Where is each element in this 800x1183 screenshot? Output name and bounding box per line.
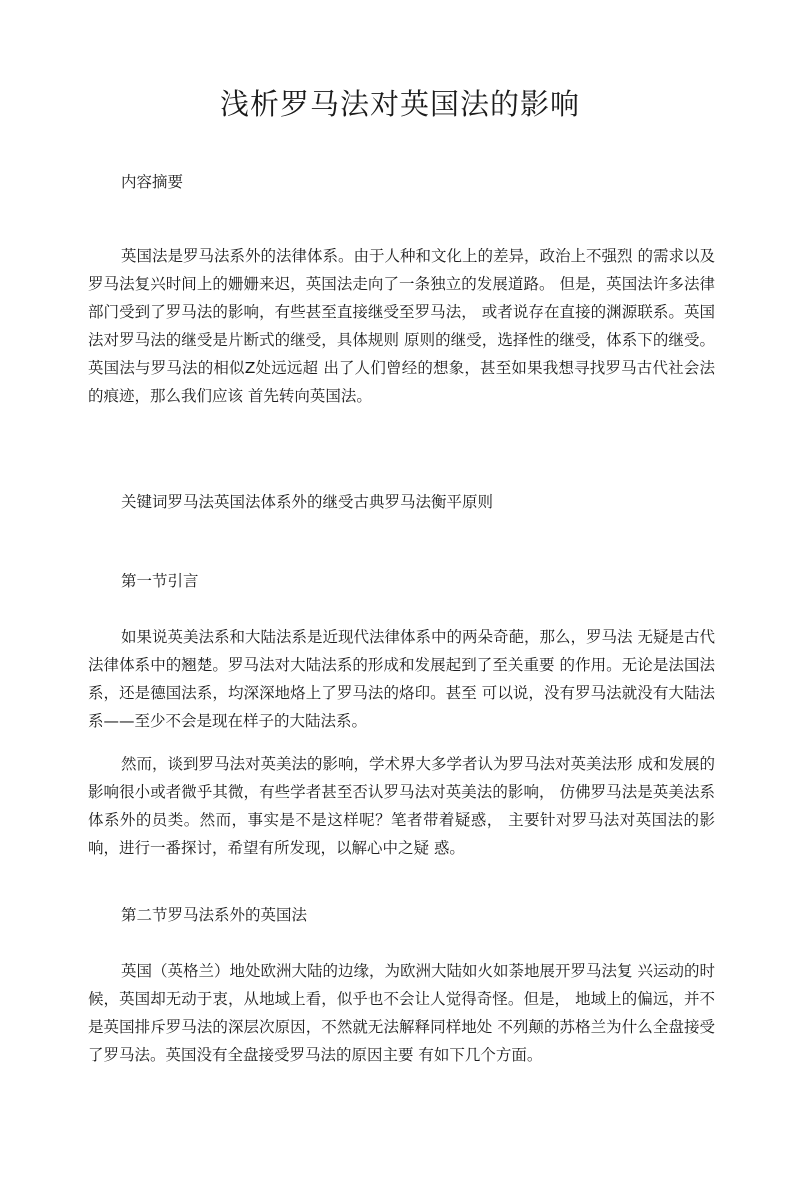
abstract-paragraph: 英国法是罗马法系外的法律体系。由于人种和文化上的差异，政治上不强烈 的需求以及罗马法复兴时间上的姗姗来迟，英国法走向了一条独立的发展道路。 但是，英国法许多法律部门受到了罗马法的影响，有些甚至直接继受至罗马法， 或者说存在直接的渊源联系。英国法对罗马法的继受是片断式的继受，具体规则 原则的继受，选择性的继受，体系下的继受。英国法与罗马法的相似Z处远远超 出了人们曾经的想象，甚至如果我想寻找罗马古代社会法的痕迹，那么我们应该 首先转向英国法。 — [88, 247, 715, 405]
abstract-label: 内容摘要 — [121, 173, 184, 191]
section-1-heading: 第一节引言 — [121, 572, 199, 590]
section-2-heading: 第二节罗马法系外的英国法 — [121, 906, 308, 924]
section-2-paragraph-1: 英国（英格兰）地处欧洲大陆的边缘，为欧洲大陆如火如荼地展开罗马法复 兴运动的时候，英国却无动于衷，从地域上看，似乎也不会让人觉得奇怪。但是， 地域上的偏远，并不是英国排斥罗马法的深层次原因，不然就无法解释同样地处 不列颠的苏格兰为什么全盘接受了罗马法。英国没有全盘接受罗马法的原因主要 有如下几个方面。 — [88, 962, 715, 1064]
document-title: 浅析罗马法对英国法的影响 — [219, 87, 580, 121]
section-1-paragraph-1: 如果说英美法系和大陆法系是近现代法律体系中的两朵奇葩，那么，罗马法 无疑是古代法律体系中的翘楚。罗马法对大陆法系的形成和发展起到了至关重要 的作用。无论是法国法系，还是德国法系，均深深地烙上了罗马法的烙印。甚至 可以说，没有罗马法就没有大陆法系——至少不会是现在样子的大陆法系。 — [88, 628, 715, 730]
keywords-line: 关键词罗马法英国法体系外的继受古典罗马法衡平原则 — [121, 493, 494, 511]
section-1-paragraph-2: 然而，谈到罗马法对英美法的影响，学术界大多学者认为罗马法对英美法形 成和发展的影响很小或者微乎其微，有些学者甚至否认罗马法对英美法的影响， 仿佛罗马法是英美法系体系外的员类。然而，事实是不是这样呢？笔者带着疑惑， 主要针对罗马法对英国法的影响，进行一番探讨，希望有所发现，以解心中之疑 惑。 — [88, 755, 715, 857]
